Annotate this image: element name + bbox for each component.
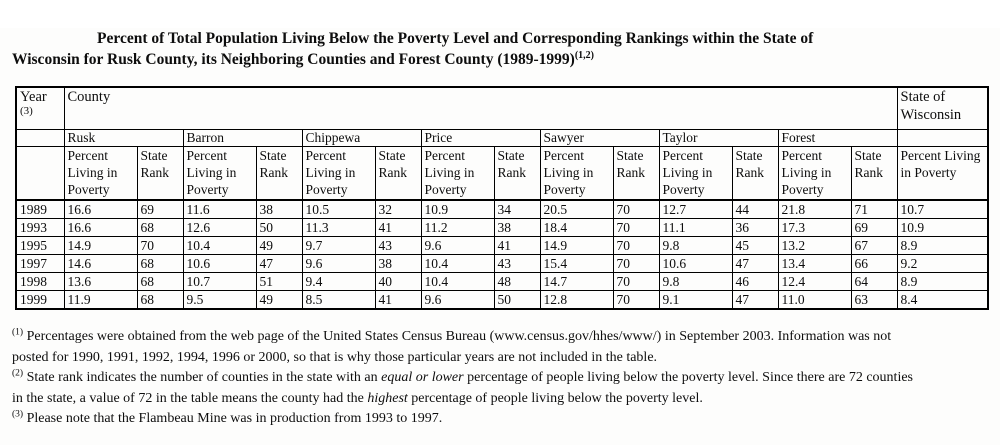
- footnote-3-text: Please note that the Flambeau Mine was in production from 1993 to 1997.: [23, 411, 443, 426]
- value-cell: 49: [256, 291, 302, 310]
- value-cell: 69: [851, 219, 897, 237]
- value-cell: 20.5: [540, 200, 613, 219]
- value-cell: 12.6: [183, 219, 256, 237]
- document-title: [12, 28, 892, 70]
- value-cell: 16.6: [64, 200, 137, 219]
- value-cell: 38: [256, 200, 302, 219]
- year-cell: 1999: [16, 291, 64, 310]
- data-row-1997: [16, 255, 988, 273]
- county-header-price: Price: [421, 129, 540, 146]
- value-cell: 17.3: [778, 219, 851, 237]
- value-cell: 11.0: [778, 291, 851, 310]
- value-cell: 12.8: [540, 291, 613, 310]
- value-cell: 70: [613, 273, 659, 291]
- value-cell: 10.9: [421, 200, 494, 219]
- value-cell: 10.6: [659, 255, 732, 273]
- value-cell: 47: [732, 255, 778, 273]
- value-cell: 11.6: [183, 200, 256, 219]
- value-cell: 10.6: [183, 255, 256, 273]
- value-cell: 10.5: [302, 200, 375, 219]
- value-cell: 67: [851, 237, 897, 255]
- year-labels-spacer: [16, 146, 64, 200]
- county-group-header: County: [64, 87, 897, 129]
- value-cell: 15.4: [540, 255, 613, 273]
- value-cell: 51: [256, 273, 302, 291]
- year-cell: 1995: [16, 237, 64, 255]
- value-cell: 48: [494, 273, 540, 291]
- value-cell: 70: [613, 255, 659, 273]
- value-cell: 46: [732, 273, 778, 291]
- footnote-1: [12, 327, 922, 368]
- value-cell: 9.8: [659, 237, 732, 255]
- value-cell: 12.4: [778, 273, 851, 291]
- value-cell: 68: [137, 291, 183, 310]
- table-body: [16, 200, 988, 309]
- value-cell: 9.6: [421, 237, 494, 255]
- footnotes-section: [12, 327, 922, 430]
- year-subheader-spacer: [16, 129, 64, 146]
- value-cell: 69: [137, 200, 183, 219]
- value-cell: 10.9: [897, 219, 988, 237]
- year-footnote-marker: (3): [20, 105, 33, 117]
- value-cell: 64: [851, 273, 897, 291]
- year-header-label: Year: [20, 89, 47, 105]
- data-row-1995: [16, 237, 988, 255]
- rank-label-chippewa: State Rank: [375, 146, 421, 200]
- footnote-2-italic-a: equal or lower: [381, 370, 464, 385]
- value-cell: 40: [375, 273, 421, 291]
- year-cell: 1989: [16, 200, 64, 219]
- column-labels-row: [16, 146, 988, 200]
- percent-label-barron: Percent Living in Poverty: [183, 146, 256, 200]
- rank-label-forest: State Rank: [851, 146, 897, 200]
- county-header-taylor: Taylor: [659, 129, 778, 146]
- poverty-rankings-table: [15, 86, 989, 310]
- value-cell: 41: [375, 291, 421, 310]
- value-cell: 8.9: [897, 237, 988, 255]
- group-header-row: [16, 87, 988, 129]
- value-cell: 11.3: [302, 219, 375, 237]
- county-header-barron: Barron: [183, 129, 302, 146]
- value-cell: 71: [851, 200, 897, 219]
- footnote-2-text-a: State rank indicates the number of counties in the state with an: [23, 370, 382, 385]
- county-names-row: [16, 129, 988, 146]
- value-cell: 70: [137, 237, 183, 255]
- value-cell: 8.5: [302, 291, 375, 310]
- value-cell: 41: [375, 219, 421, 237]
- value-cell: 47: [732, 291, 778, 310]
- county-header-forest: Forest: [778, 129, 897, 146]
- value-cell: 14.7: [540, 273, 613, 291]
- footnote-3-marker: (3): [12, 409, 24, 420]
- value-cell: 34: [494, 200, 540, 219]
- value-cell: 43: [375, 237, 421, 255]
- county-header-sawyer: Sawyer: [540, 129, 659, 146]
- value-cell: 43: [494, 255, 540, 273]
- year-cell: 1997: [16, 255, 64, 273]
- value-cell: 70: [613, 291, 659, 310]
- year-cell: 1993: [16, 219, 64, 237]
- value-cell: 44: [732, 200, 778, 219]
- value-cell: 45: [732, 237, 778, 255]
- value-cell: 50: [494, 291, 540, 310]
- value-cell: 68: [137, 219, 183, 237]
- rank-label-taylor: State Rank: [732, 146, 778, 200]
- rank-label-sawyer: State Rank: [613, 146, 659, 200]
- footnote-2-text-b: percentage of people living below the poverty level. Since there are 72 counties in the state, a value of 72 in the table means the county had the: [12, 370, 913, 406]
- rank-label-rusk: State Rank: [137, 146, 183, 200]
- value-cell: 49: [256, 237, 302, 255]
- value-cell: 66: [851, 255, 897, 273]
- footnote-1-marker: (1): [12, 327, 24, 338]
- value-cell: 10.4: [421, 273, 494, 291]
- value-cell: 10.4: [183, 237, 256, 255]
- value-cell: 18.4: [540, 219, 613, 237]
- value-cell: 13.4: [778, 255, 851, 273]
- value-cell: 14.9: [64, 237, 137, 255]
- value-cell: 9.4: [302, 273, 375, 291]
- value-cell: 70: [613, 200, 659, 219]
- value-cell: 10.4: [421, 255, 494, 273]
- value-cell: 9.6: [421, 291, 494, 310]
- value-cell: 9.8: [659, 273, 732, 291]
- value-cell: 9.5: [183, 291, 256, 310]
- value-cell: 8.4: [897, 291, 988, 310]
- percent-label-taylor: Percent Living in Poverty: [659, 146, 732, 200]
- value-cell: 38: [375, 255, 421, 273]
- footnote-2: [12, 368, 922, 409]
- rank-label-price: State Rank: [494, 146, 540, 200]
- data-row-1993: [16, 219, 988, 237]
- data-row-1989: [16, 200, 988, 219]
- title-line-2-text: Wisconsin for Rusk County, its Neighboring Counties and Forest County (1989-1999): [12, 51, 575, 68]
- value-cell: 9.2: [897, 255, 988, 273]
- value-cell: 50: [256, 219, 302, 237]
- county-header-chippewa: Chippewa: [302, 129, 421, 146]
- value-cell: 36: [732, 219, 778, 237]
- percent-label-rusk: Percent Living in Poverty: [64, 146, 137, 200]
- value-cell: 47: [256, 255, 302, 273]
- value-cell: 14.6: [64, 255, 137, 273]
- value-cell: 8.9: [897, 273, 988, 291]
- value-cell: 70: [613, 219, 659, 237]
- value-cell: 9.1: [659, 291, 732, 310]
- value-cell: 11.9: [64, 291, 137, 310]
- percent-label-forest: Percent Living in Poverty: [778, 146, 851, 200]
- value-cell: 10.7: [183, 273, 256, 291]
- value-cell: 63: [851, 291, 897, 310]
- data-row-1999: [16, 291, 988, 310]
- rank-label-barron: State Rank: [256, 146, 302, 200]
- value-cell: 11.2: [421, 219, 494, 237]
- state-group-header: State of Wisconsin: [897, 87, 988, 129]
- value-cell: 38: [494, 219, 540, 237]
- value-cell: 16.6: [64, 219, 137, 237]
- footnote-3: [12, 409, 922, 430]
- percent-label-price: Percent Living in Poverty: [421, 146, 494, 200]
- value-cell: 32: [375, 200, 421, 219]
- title-line-2: [12, 49, 892, 70]
- value-cell: 68: [137, 273, 183, 291]
- footnote-2-marker: (2): [12, 368, 24, 379]
- state-percent-label: Percent Living in Poverty: [897, 146, 988, 200]
- value-cell: 41: [494, 237, 540, 255]
- value-cell: 9.7: [302, 237, 375, 255]
- county-header-rusk: Rusk: [64, 129, 183, 146]
- value-cell: 13.2: [778, 237, 851, 255]
- title-footnote-marker: (1,2): [574, 49, 594, 61]
- scanned-document-page: [0, 28, 1000, 445]
- percent-label-chippewa: Percent Living in Poverty: [302, 146, 375, 200]
- data-row-1998: [16, 273, 988, 291]
- value-cell: 21.8: [778, 200, 851, 219]
- value-cell: 10.7: [897, 200, 988, 219]
- value-cell: 12.7: [659, 200, 732, 219]
- value-cell: 13.6: [64, 273, 137, 291]
- footnote-1-text: Percentages were obtained from the web page of the United States Census Bureau (www.census.gov/hhes/www/) in September 2003. Information was not posted for 1990, 1991, 1992, 1994, 1996 or 2000, so that is why those particular years are not included in the table.: [12, 329, 892, 365]
- value-cell: 70: [613, 237, 659, 255]
- percent-label-sawyer: Percent Living in Poverty: [540, 146, 613, 200]
- value-cell: 11.1: [659, 219, 732, 237]
- state-subheader-spacer: [897, 129, 988, 146]
- year-column-header: [16, 87, 64, 129]
- title-line-1: Percent of Total Population Living Below the Poverty Level and Corresponding Rankings within the State of: [97, 30, 814, 47]
- value-cell: 68: [137, 255, 183, 273]
- year-cell: 1998: [16, 273, 64, 291]
- footnote-2-text-c: percentage of people living below the poverty level.: [407, 390, 703, 406]
- value-cell: 9.6: [302, 255, 375, 273]
- footnote-2-italic-b: highest: [367, 390, 408, 406]
- value-cell: 14.9: [540, 237, 613, 255]
